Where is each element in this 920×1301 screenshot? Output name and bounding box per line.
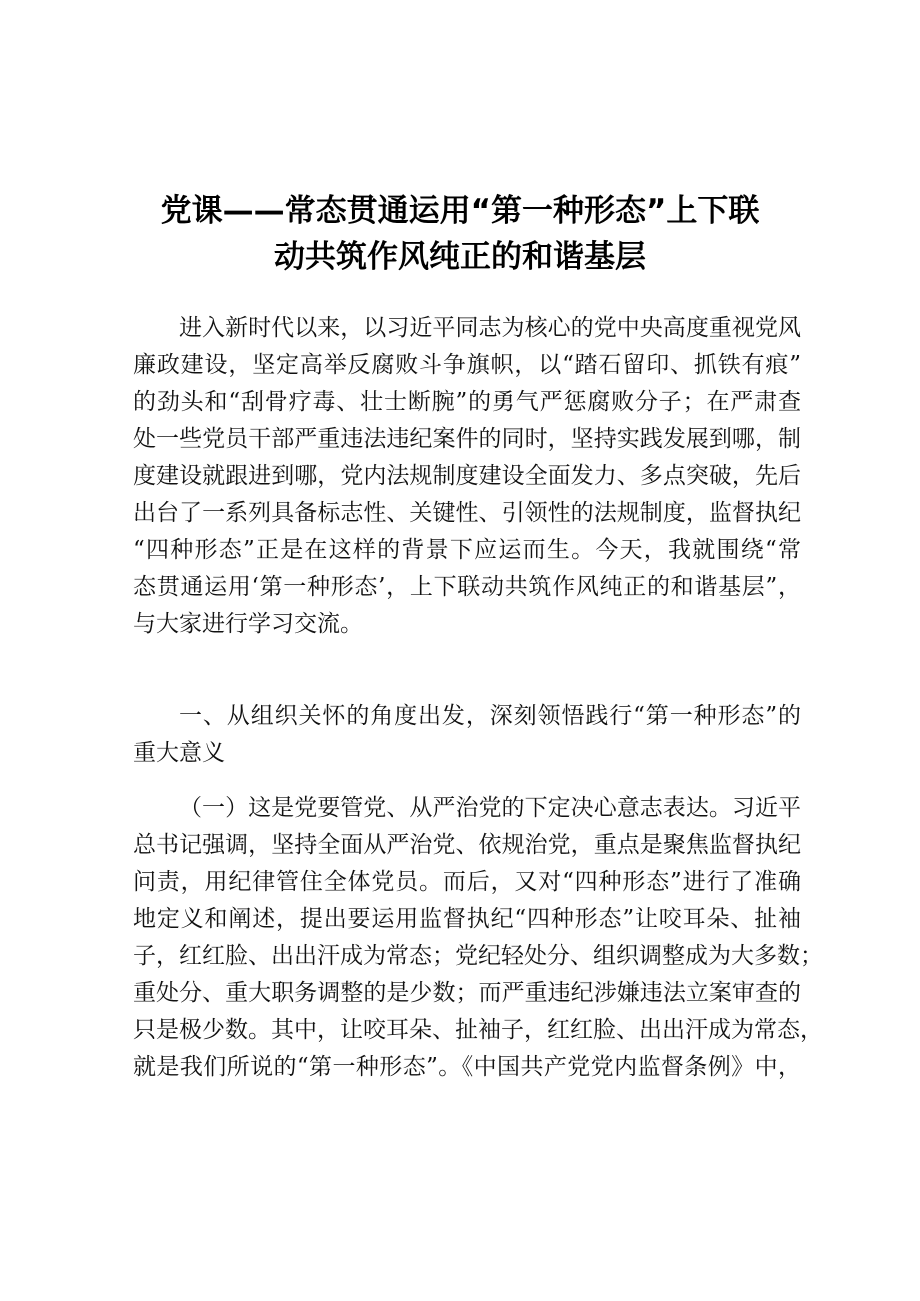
- text-line: 度建设就跟进到哪，党内法规制度建设全面发力、多点突破，先后: [133, 463, 801, 489]
- text-line: 问责，用纪律管住全体党员。而后，又对“四种形态”进行了准确: [133, 869, 801, 895]
- text-line: 地定义和阐述，提出要运用监督执纪“四种形态”让咬耳朵、扯袖: [133, 906, 801, 932]
- text-line: 重大意义: [133, 740, 225, 766]
- text-line: 就是我们所说的“第一种形态”。《中国共产党党内监督条例》中，: [133, 1054, 801, 1080]
- document-title: [120, 188, 800, 280]
- text-line: 重处分、重大职务调整的是少数；而严重违纪涉嫌违法立案审查的: [133, 980, 801, 1006]
- text-line: 总书记强调，坚持全面从严治党、依规治党，重点是聚焦监督执纪: [133, 832, 801, 858]
- subsection-paragraph-1: [133, 790, 823, 1086]
- text-line: 一、从组织关怀的角度出发，深刻领悟践行“第一种形态”的: [179, 703, 801, 729]
- text-line: 的劲头和“刮骨疗毒、壮士断腕”的勇气严惩腐败分子；在严肃查: [133, 389, 801, 415]
- text-line: 处一些党员干部严重违法违纪案件的同时，坚持实践发展到哪，制: [133, 426, 801, 452]
- text-line: 进入新时代以来，以习近平同志为核心的党中央高度重视党风: [179, 315, 801, 341]
- text-line: 子，红红脸、出出汗成为常态；党纪轻处分、组织调整成为大多数；: [133, 943, 823, 969]
- text-line: 态贯通运用‘第一种形态’，上下联动共筑作风纯正的和谐基层”，: [133, 574, 801, 600]
- text-line: 出台了一系列具备标志性、关键性、引领性的法规制度，监督执纪: [133, 500, 801, 526]
- text-line: 廉政建设，坚定高举反腐败斗争旗帜，以“踏石留印、抓铁有痕”: [133, 352, 801, 378]
- text-line: 与大家进行学习交流。: [133, 611, 363, 637]
- title-line-2: 动共筑作风纯正的和谐基层: [274, 239, 646, 275]
- intro-paragraph: [133, 310, 801, 643]
- text-line: （一）这是党要管党、从严治党的下定决心意志表达。习近平: [179, 795, 801, 821]
- title-line-1: 党课——常态贯通运用“第一种形态”上下联: [160, 193, 760, 229]
- section-heading-1: [133, 698, 801, 772]
- text-line: “四种形态”正是在这样的背景下应运而生。今天，我就围绕“常: [133, 537, 801, 563]
- text-line: 只是极少数。其中，让咬耳朵、扯袖子，红红脸、出出汗成为常态，: [133, 1017, 823, 1043]
